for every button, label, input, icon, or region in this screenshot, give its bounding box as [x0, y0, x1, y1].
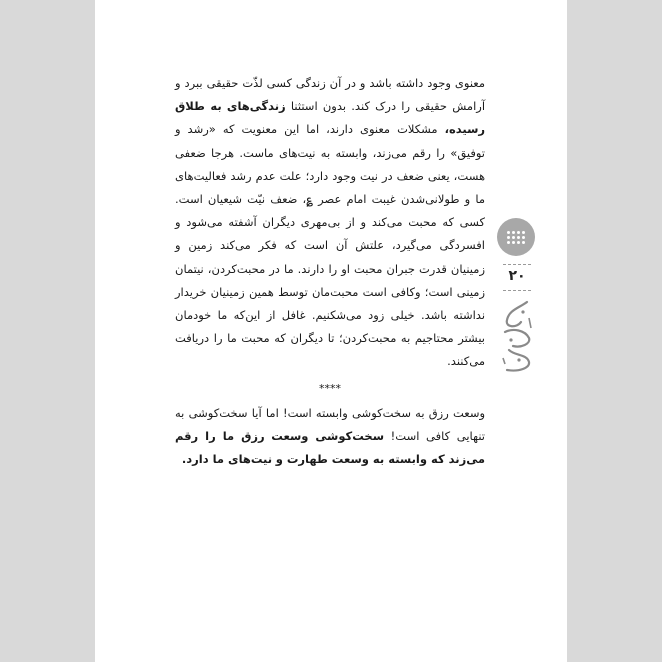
bold-text: سخت‌کوشی وسعت — [271, 428, 385, 443]
text-line: که «رشد و توفیق» را رقم می‌زند، وابسته به نیت‌های — [175, 122, 486, 160]
paragraph-1 — [175, 72, 485, 374]
text-line: ببرد و آرامش حقیقی را درک کند. بدون استثنا — [175, 76, 486, 114]
calligraphy-logo-icon — [499, 298, 535, 376]
text-line: سخت‌کوشی به تنهایی کافی است! — [175, 405, 486, 443]
text-line: از این‌که ما خودمان بیشتر محتاجیم به محبت‌کردن؛ تا — [175, 308, 485, 346]
section-separator: **** — [319, 381, 341, 395]
paragraph-2 — [175, 402, 485, 472]
text-line: دارد؛ علت عدم رشد فعالیت‌های ما و طولانی‌شدن غیبت — [175, 168, 485, 207]
book-page — [95, 0, 567, 662]
text-line: وسعت رزق به سخت‌کوشی وابسته است! اما آیا — [251, 405, 486, 420]
text-line: مشکلات معنوی دارند، اما این معنویت — [241, 122, 438, 137]
text-line: ماست. هرجا ضعفی هست، یعنی ضعف در نیت وجود — [175, 145, 486, 183]
bold-text: نیت‌های ما دارد. — [181, 452, 273, 467]
bold-text: زندگی‌های — [226, 99, 286, 114]
chapter-badge — [497, 218, 535, 256]
divider-top — [503, 264, 531, 265]
divider-bottom — [503, 290, 531, 291]
text-line: محبت می‌کند و از بی‌مهری دیگران آشفته می‌شود و — [175, 215, 437, 230]
text-line: زمینیان قدرت جبران محبت او را دارند. ما در محبت‌کردن، — [207, 261, 485, 276]
text-line: امام عصر ؏، ضعف نیّت شیعیان است. کسی که — [175, 192, 485, 230]
body-text — [175, 72, 485, 471]
bold-text: به طلاق رسیده، — [175, 99, 486, 137]
text-line: افسردگی می‌گیرد، علتش آن است که فکر می‌کند زمین و — [175, 238, 485, 253]
dots-icon — [507, 231, 525, 244]
bold-text: رزق ما را رقم می‌زند که وابسته به وسعت طهارت و — [175, 428, 485, 467]
text-line: زمینیان خریدار نداشته باشد. خیلی زود می‌شکنیم. غافل — [175, 284, 486, 323]
text-line: معنوی وجود داشته باشد و در آن زندگی کسی لذّت حقیقی — [206, 76, 485, 90]
text-line: نیتمان زمینی است؛ وکافی است محبت‌مان توسط همین — [175, 261, 486, 299]
text-line: دیگران که محبت ما را دریافت می‌کنند. — [175, 331, 485, 369]
page-number: ۲۰ — [508, 268, 526, 284]
